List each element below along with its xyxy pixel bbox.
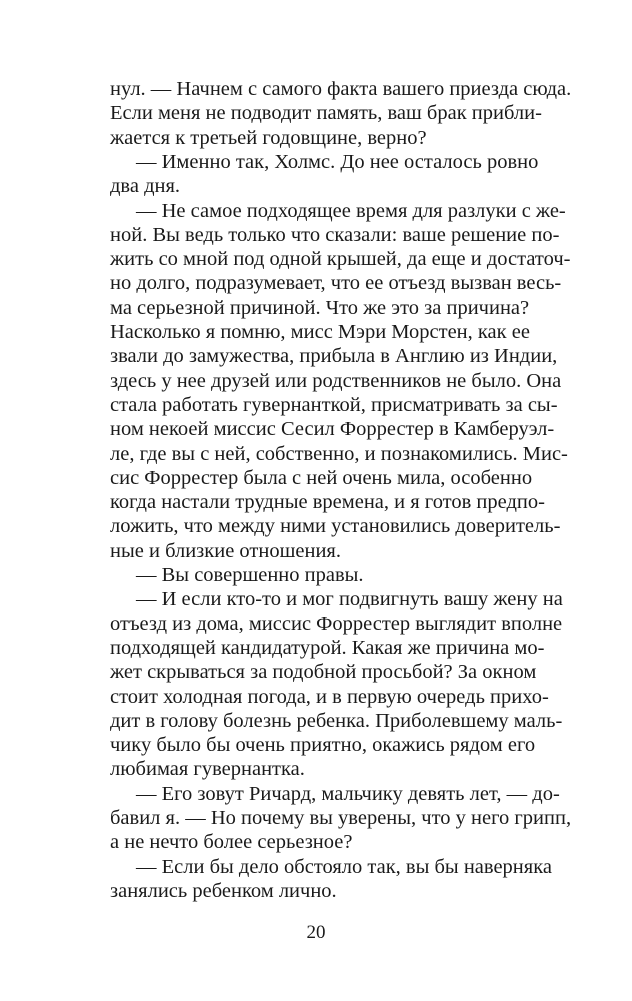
text-line: ной. Вы ведь только что сказали: ваше решение по- [110, 223, 560, 246]
text-line: ле, где вы с ней, собственно, и познакомились. Мис- [110, 442, 568, 465]
text-line: — Его зовут Ричард, мальчику девять лет, — до- [136, 782, 560, 805]
text-line: нул. — Начнем с самого факта вашего приезда сюда. [110, 78, 572, 100]
text-line: когда настали трудные времена, и я готов предпо- [110, 491, 545, 514]
text-line: занялись ребенком лично. [110, 879, 337, 902]
text-line: отъезд из дома, миссис Форрестер выглядит вполне [110, 612, 563, 635]
text-line: здесь у нее друзей или родственников не было. Она [110, 369, 562, 392]
text-line: но долго, подразумевает, что ее отъезд вызван весь- [110, 272, 562, 295]
text-line: ном некоей миссис Сесил Форрестер в Камберуэл- [110, 418, 555, 441]
text-line: ма серьезной причиной. Что же это за причина? [110, 296, 530, 319]
text-line: дит в голову болезнь ребенка. Приболевшему маль- [110, 709, 563, 732]
text-line: звали до замужества, прибыла в Англию из Индии, [110, 345, 558, 368]
text-line: стала работать гувернанткой, присматривать за сы- [110, 393, 558, 416]
text-line: жет скрываться за подобной просьбой? За окном [110, 661, 537, 684]
text-line: ные и близкие отношения. [110, 539, 341, 562]
text-line: ложить, что между ними установились доверитель- [110, 515, 561, 538]
text-line: — И если кто-то и мог подвигнуть вашу жену на [136, 588, 563, 611]
text-line: — Не самое подходящее время для разлуки с же- [136, 199, 566, 222]
text-line: стоит холодная погода, и в первую очередь прихо- [110, 685, 549, 708]
text-line: два дня. [110, 175, 181, 198]
text-line: — Вы совершенно правы. [136, 564, 364, 586]
text-line: — Если бы дело обстояло так, вы бы наверняка [136, 855, 552, 878]
text-line: жить со мной под одной крышей, да еще и достаточ- [110, 248, 571, 271]
text-line: подходящей кандидатурой. Какая же причина мо- [110, 636, 545, 659]
page-number: 20 [306, 922, 326, 944]
text-line: Если меня не подводит память, ваш брак прибли- [110, 102, 542, 125]
text-line: Насколько я помню, мисс Мэри Морстен, как ее [110, 321, 530, 343]
text-line: любимая гувернантка. [110, 758, 305, 781]
text-line: а не нечто более серьезное? [110, 831, 353, 854]
text-line: сис Форрестер была с ней очень мила, особенно [110, 466, 533, 489]
text-line: — Именно так, Холмс. До нее осталось ровно [136, 150, 539, 173]
text-line: бавил я. — Но почему вы уверены, что у него грипп, [110, 807, 572, 829]
text-line: чику было бы очень приятно, окажись рядом его [110, 734, 536, 757]
text-line: жается к третьей годовщине, верно? [110, 126, 427, 149]
